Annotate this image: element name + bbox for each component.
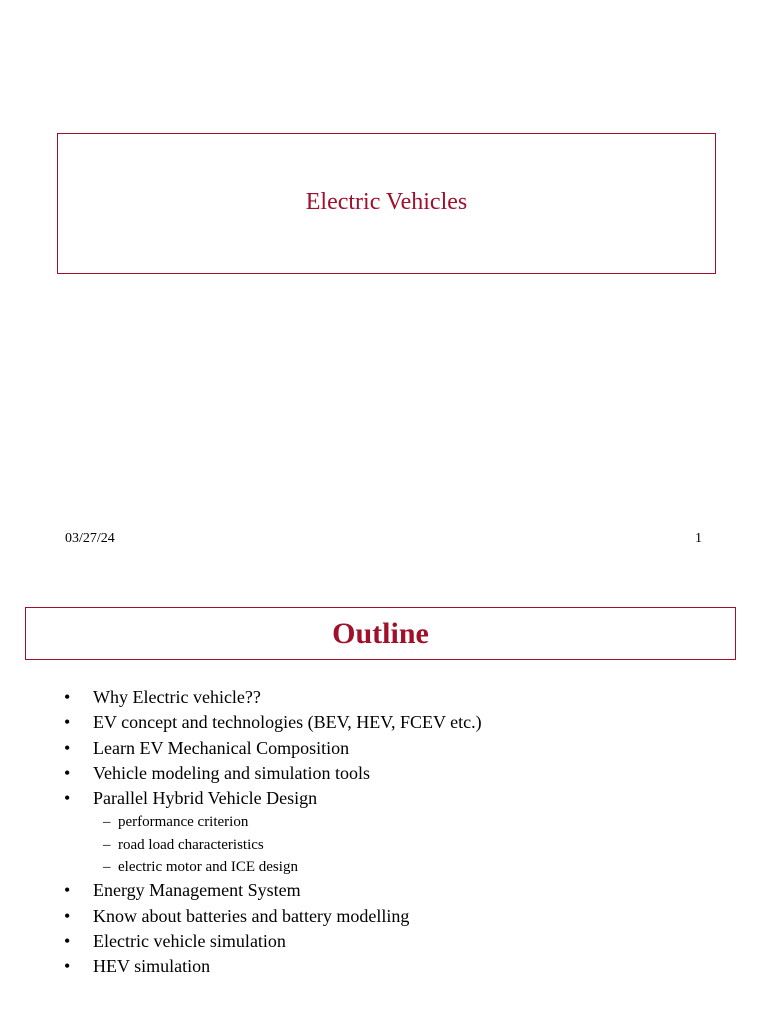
slide-date: 03/27/24	[65, 531, 115, 546]
bullet-item: • Why Electric vehicle??	[0, 685, 768, 710]
slide-page-number: 1	[695, 531, 702, 546]
bullet-item: • Energy Management System	[0, 878, 768, 903]
outline-title-frame	[25, 607, 736, 660]
bullet-item: • Know about batteries and battery modelling	[0, 904, 768, 929]
bullet-item: • HEV simulation	[0, 954, 768, 979]
bullet-item: • Electric vehicle simulation	[0, 929, 768, 954]
outline-bullet-list	[0, 685, 768, 980]
slide-title: Electric Vehicles	[305, 188, 468, 215]
title-slide-frame	[57, 133, 716, 274]
bullet-item: • Vehicle modeling and simulation tools	[0, 761, 768, 786]
outline-title: Outline	[332, 616, 429, 650]
bullet-item: • Learn EV Mechanical Composition	[0, 736, 768, 761]
bullet-item: • Parallel Hybrid Vehicle Design	[0, 786, 768, 811]
bullet-item: • EV concept and technologies (BEV, HEV, FCEV etc.)	[0, 710, 768, 735]
sub-bullet-item: – road load characteristics	[0, 834, 768, 856]
sub-bullet-item: – electric motor and ICE design	[0, 856, 768, 878]
sub-bullet-item: – performance criterion	[0, 811, 768, 833]
